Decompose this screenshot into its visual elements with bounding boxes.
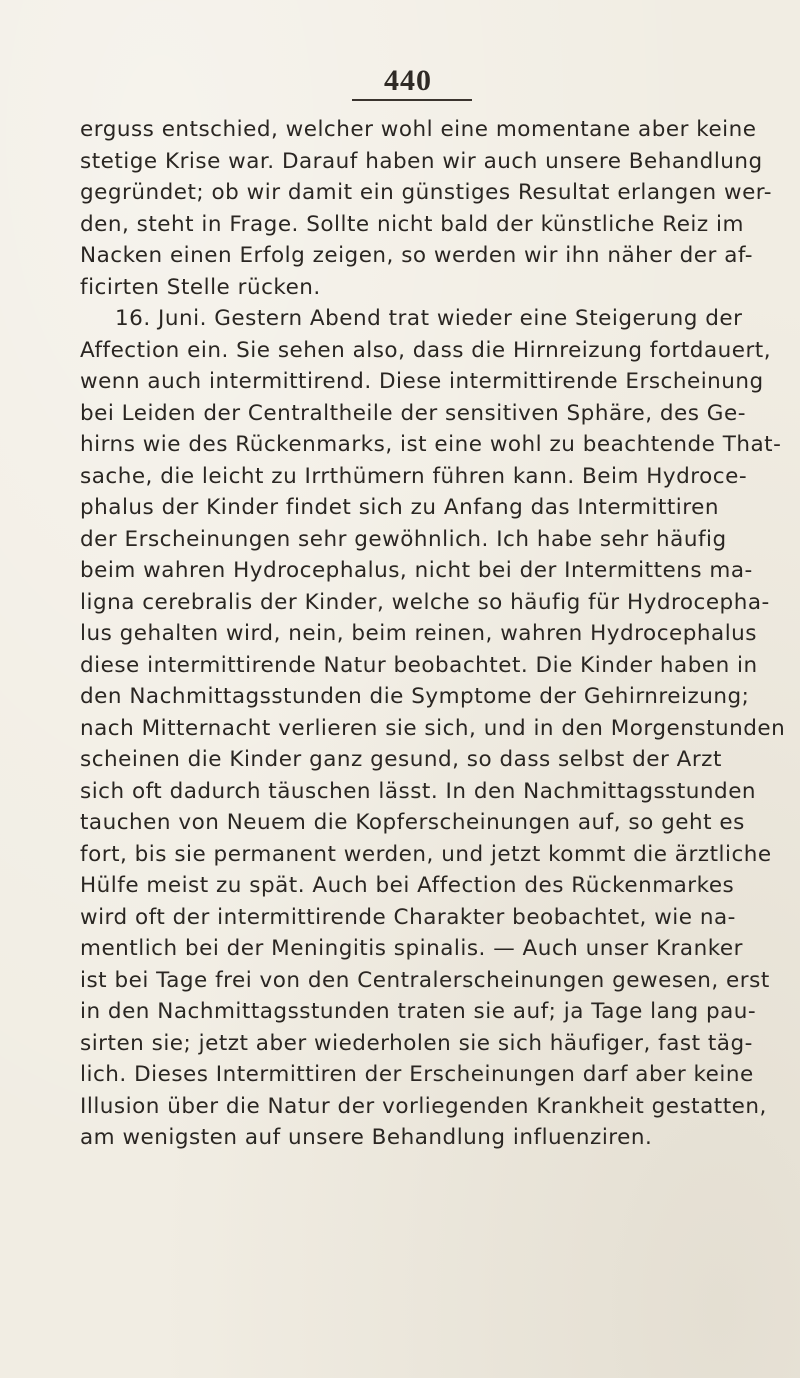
text-line: wird oft der intermittirende Charakter beobachtet, wie na- xyxy=(80,904,736,930)
text-line: erguss entschied, welcher wohl eine momentane aber keine xyxy=(80,117,757,142)
text-line: lich. Dieses Intermittiren der Erscheinungen darf aber keine xyxy=(80,1062,754,1087)
page-number: 440 xyxy=(384,64,432,97)
text-line: sich oft dadurch täuschen lässt. In den Nachmittagsstunden xyxy=(80,778,757,804)
text-line: bei Leiden der Centraltheile der sensitiven Sphäre, des Ge- xyxy=(80,400,746,426)
text-line: gegründet; ob wir damit ein günstiges Resultat erlangen wer- xyxy=(80,180,773,205)
text-line: Hülfe meist zu spät. Auch bei Affection des Rückenmarkes xyxy=(80,873,735,898)
text-line: beim wahren Hydrocephalus, nicht bei der Intermittens ma- xyxy=(80,558,753,583)
text-line: sirten sie; jetzt aber wiederholen sie sich häufiger, fast täg- xyxy=(80,1030,753,1056)
text-line: mentlich bei der Meningitis spinalis. — Auch unser Kranker xyxy=(80,936,743,961)
text-line: phalus der Kinder findet sich zu Anfang das Intermittiren xyxy=(80,495,719,520)
text-line: Affection ein. Sie sehen also, dass die Hirnreizung fortdauert, xyxy=(80,337,772,363)
text-line: fort, bis sie permanent werden, und jetzt kommt die ärztliche xyxy=(80,841,772,867)
text-line: Nacken einen Erfolg zeigen, so werden wir ihn näher der af- xyxy=(80,243,754,268)
text-line: tauchen von Neuem die Kopferscheinungen auf, so geht es xyxy=(80,810,745,835)
text-line: den, steht in Frage. Sollte nicht bald der künstliche Reiz im xyxy=(80,211,744,237)
text-line: in den Nachmittagsstunden traten sie auf; ja Tage lang pau- xyxy=(80,999,757,1024)
text-line: stetige Krise war. Darauf haben wir auch unsere Behandlung xyxy=(80,148,763,174)
text-line: diese intermittirende Natur beobachtet. Die Kinder haben in xyxy=(80,652,758,678)
text-line: ist bei Tage frei von den Centralerscheinungen gewesen, erst xyxy=(80,967,770,993)
text-line: Illusion über die Natur der vorliegenden Krankheit gestatten, xyxy=(80,1093,767,1119)
page-number-rule xyxy=(352,99,472,101)
text-line: der Erscheinungen sehr gewöhnlich. Ich habe sehr häufig xyxy=(80,526,727,552)
text-line: 16. Juni. Gestern Abend trat wieder eine Steigerung der xyxy=(115,306,743,331)
text-line: ligna cerebralis der Kinder, welche so häufig für Hydrocepha- xyxy=(80,589,770,615)
text-line: sache, die leicht zu Irrthümern führen kann. Beim Hydroce- xyxy=(80,463,748,489)
text-line: ficirten Stelle rücken. xyxy=(80,274,321,300)
text-line: am wenigsten auf unsere Behandlung influenziren. xyxy=(80,1125,653,1150)
text-line: den Nachmittagsstunden die Symptome der Gehirnreizung; xyxy=(80,684,750,709)
text-line: hirns wie des Rückenmarks, ist eine wohl zu beachtende That- xyxy=(80,432,782,457)
body-text xyxy=(80,114,786,1154)
text-line: scheinen die Kinder ganz gesund, so dass selbst der Arzt xyxy=(80,747,722,772)
text-line: lus gehalten wird, nein, beim reinen, wahren Hydrocephalus xyxy=(80,621,758,646)
text-line: wenn auch intermittirend. Diese intermittirende Erscheinung xyxy=(80,369,764,394)
text-line: nach Mitternacht verlieren sie sich, und in den Morgenstunden xyxy=(80,715,786,741)
